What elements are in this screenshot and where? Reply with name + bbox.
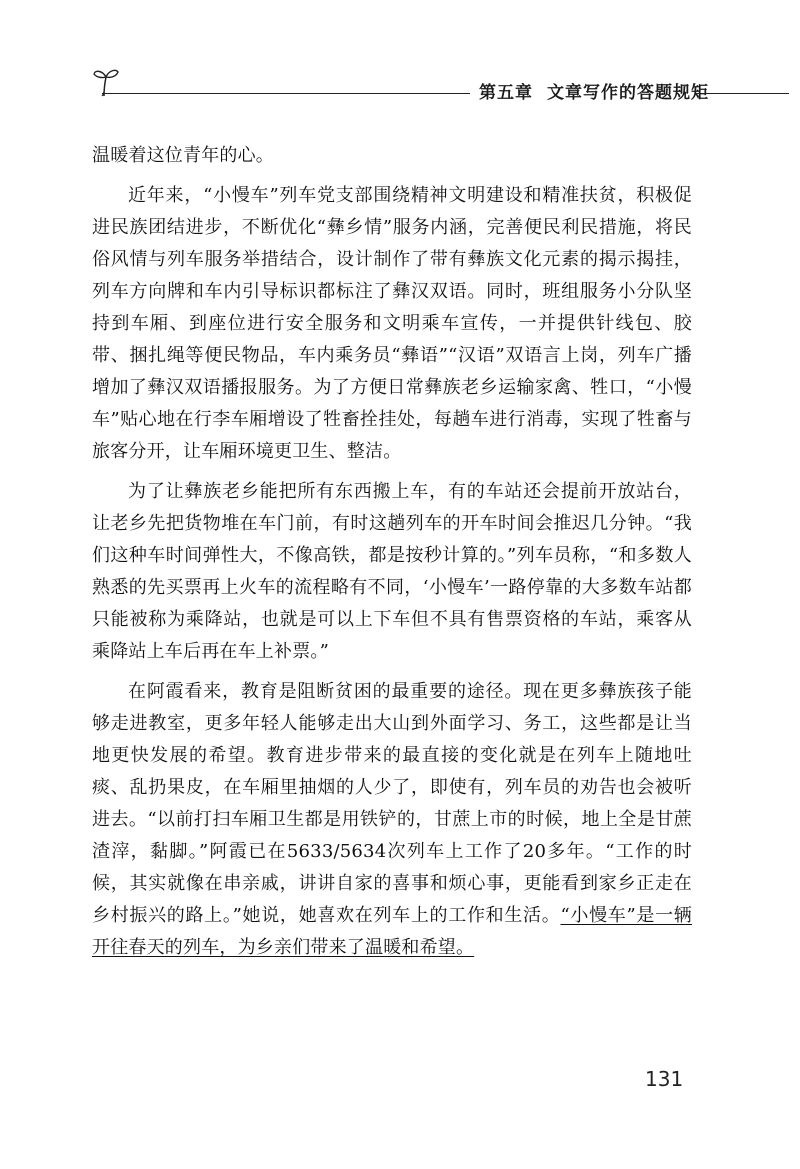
- chapter-name: 文章写作的答题规矩: [547, 83, 709, 103]
- header-rule-left: [102, 93, 470, 94]
- page-body: [92, 140, 692, 964]
- paragraph: 温暖着这位青年的心。: [92, 145, 274, 166]
- page-header: [92, 66, 789, 106]
- paragraph: 近年来，“小慢车”列车党支部围绕精神文明建设和精准扶贫，积极促进民族团结进步，不断优化“彝乡情”服务内涵，完善便民利民措施，将民俗风情与列车服务举措结合，设计制作了带有彝族文化元素的揭示揭挂，列车方向牌和车内引导标识都标注了彝汉双语。同时，班组服务小分队坚持到车厢、到座位进行安全服务和文明乘车宣传，一并提供针线包、胶带、捆扎绳等便民物品，车内乘务员“彝语”“汉语”双语言上岗，列车广播增加了彝汉双语播报服务。为了方便日常彝族老乡运输家禽、牲口，“小慢车”贴心地在行李车厢增设了牲畜拴挂处，每趟车进行消毒，实现了牲畜与旅客分开，让车厢环境更卫生、整洁。: [92, 185, 692, 462]
- underlined-conclusion: “小慢车”是一辆开往春天的列车，为乡亲们带来了温暖和希望。: [92, 905, 692, 958]
- paragraph: 为了让彝族老乡能把所有东西搬上车，有的车站还会提前开放站台，让老乡先把货物堆在车门前，有时这趟列车的开车时间会推迟几分钟。“我们这种车时间弹性大，不像高铁，都是按秒计算的。”列车员称，“和多数人熟悉的先买票再上火车的流程略有不同，‘小慢车’一路停靠的大多数车站都只能被称为乘降站，也就是可以上下车但不具有售票资格的车站，乘客从乘降站上车后再在车上补票。”: [92, 481, 692, 662]
- paragraph-text: 在阿霞看来，教育是阻断贫困的最重要的途径。现在更多彝族孩子能够走进教室，更多年轻人能够走出大山到外面学习、务工，这些都是让当地更快发展的希望。教育进步带来的最直接的变化就是在列车上随地吐痰、乱扔果皮，在车厢里抽烟的人少了，即使有，列车员的劝告也会被听进去。“以前打扫车厢卫生都是用铁铲的，甘蔗上市的时候，地上全是甘蔗渣滓，黏脚。”阿霞已在5633/5634次列车上工作了20多年。“工作的时候，其实就像在串亲戚，讲讲自家的喜事和烦心事，更能看到家乡正走在乡村振兴的路上。”她说，她喜欢在列车上的工作和生活。: [92, 681, 692, 926]
- chapter-number: 第五章: [479, 83, 533, 103]
- page-number: 131: [645, 1067, 684, 1091]
- paragraph: [92, 676, 692, 964]
- header-rule-right: [696, 93, 789, 94]
- chapter-title: [479, 78, 709, 103]
